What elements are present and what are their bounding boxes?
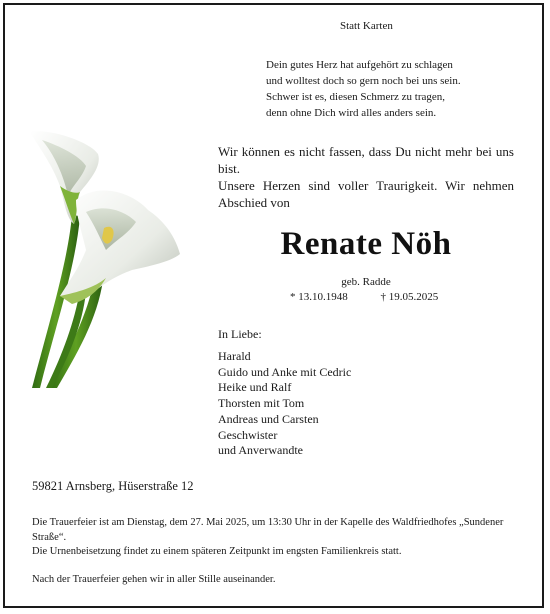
birth-date: * 13.10.1948	[290, 291, 348, 303]
header-note: Statt Karten	[340, 20, 393, 32]
death-date: † 19.05.2025	[380, 291, 439, 303]
service-line: Die Urnenbeisetzung findet zu einem späteren Zeitpunkt im engsten Familienkreis statt.	[32, 546, 402, 557]
statement-line: Unsere Herzen sind voller Traurigkeit. Wir nehmen Abschied von	[218, 178, 514, 210]
mourner-list	[218, 349, 351, 459]
poem	[266, 57, 516, 121]
poem-line: Schwer ist es, diesen Schmerz zu tragen,	[266, 91, 445, 103]
mourner-item: Heike und Ralf	[218, 380, 292, 395]
mourner-item: Guido und Anke mit Cedric	[218, 364, 352, 379]
mourner-item: Geschwister	[218, 427, 278, 442]
address: 59821 Arnsberg, Hüserstraße 12	[32, 479, 194, 493]
poem-line: denn ohne Dich wird alles anders sein.	[266, 107, 437, 119]
mourner-item: Andreas und Carsten	[218, 411, 319, 426]
poem-line: und wolltest doch so gern noch bei uns sein.	[266, 75, 461, 87]
calla-lily-icon	[20, 120, 190, 390]
statement	[218, 143, 514, 211]
maiden-name: geb. Radde	[341, 276, 391, 288]
closing-note: Nach der Trauerfeier gehen wir in aller Stille auseinander.	[32, 574, 276, 585]
service-info	[32, 516, 522, 560]
mourner-item: und Anverwandte	[218, 443, 303, 458]
deceased-name: Renate Nöh	[280, 226, 452, 262]
service-line: Die Trauerfeier ist am Dienstag, dem 27. Mai 2025, um 13:30 Uhr in der Kapelle des Waldfriedhofes „Sundener Straße“.	[32, 517, 504, 543]
mourner-item: Thorsten mit Tom	[218, 396, 305, 411]
love-label: In Liebe:	[218, 327, 262, 341]
life-dates	[290, 291, 438, 303]
poem-line: Dein gutes Herz hat aufgehört zu schlagen	[266, 59, 453, 71]
mourner-item: Harald	[218, 349, 251, 363]
statement-line: Wir können es nicht fassen, dass Du nicht mehr bei uns bist.	[218, 144, 514, 176]
